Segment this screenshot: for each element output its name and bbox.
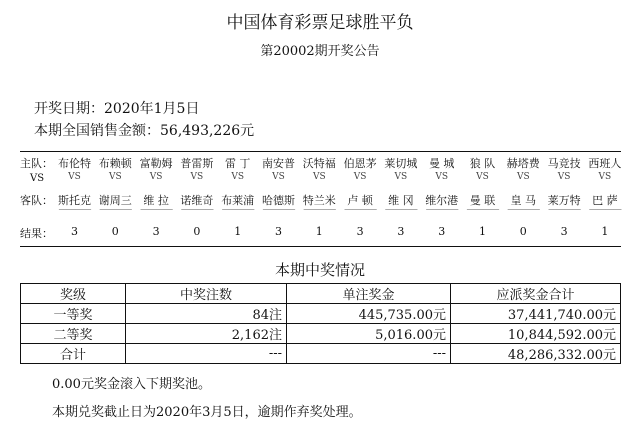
match-column bbox=[341, 152, 380, 246]
match-separator: ———— bbox=[588, 205, 621, 215]
match-vs-label: VS bbox=[394, 172, 408, 182]
match-result: 1 bbox=[479, 225, 486, 238]
match-away-team: 谢周三 bbox=[98, 194, 132, 207]
match-separator: ———— bbox=[140, 205, 173, 215]
prize-unit: --- bbox=[287, 344, 451, 364]
match-result: 1 bbox=[315, 225, 323, 238]
deadline-note: 本期兑奖截止日为2020年3月5日，逾期作弃奖处理。 bbox=[52, 405, 362, 420]
match-away-team: 哈德斯 bbox=[262, 194, 295, 207]
prize-header-row bbox=[21, 284, 621, 304]
match-home-team: 赫塔费 bbox=[506, 157, 540, 170]
match-away-team: 诺维奇 bbox=[180, 194, 214, 207]
match-separator: ———— bbox=[99, 205, 132, 215]
sales-amount: 本期全国销售金额：56,493,226元 bbox=[34, 123, 255, 139]
match-column bbox=[300, 152, 339, 246]
match-vs-label: VS bbox=[190, 172, 204, 182]
prize-unit: 445,735.00元 bbox=[287, 304, 451, 324]
match-vs-label: VS bbox=[557, 172, 571, 182]
match-vs-label: VS bbox=[353, 172, 367, 182]
match-column bbox=[137, 152, 176, 246]
match-result: 0 bbox=[519, 225, 527, 238]
prize-row bbox=[21, 344, 621, 364]
match-column bbox=[585, 152, 624, 246]
page-title: 中国体育彩票足球胜平负 bbox=[226, 13, 414, 33]
match-separator: ———— bbox=[425, 205, 458, 215]
match-column bbox=[177, 152, 216, 246]
match-home-team: 伯恩茅 bbox=[343, 157, 377, 170]
header-level: 奖级 bbox=[21, 284, 126, 304]
match-home-team: 马竞技 bbox=[547, 157, 581, 170]
match-separator: ———— bbox=[180, 205, 213, 215]
header-total-prize: 应派奖金合计 bbox=[451, 284, 621, 304]
match-result: 3 bbox=[152, 225, 160, 238]
match-home-team: 沃特福 bbox=[302, 157, 336, 170]
section-title: 本期中奖情况 bbox=[274, 261, 365, 279]
match-result: 1 bbox=[234, 225, 242, 238]
match-separator: ———— bbox=[262, 205, 295, 215]
vs-row-label: VS bbox=[30, 173, 45, 184]
match-column bbox=[504, 152, 543, 246]
prize-row bbox=[21, 304, 621, 324]
result-row-label: 结果： bbox=[20, 227, 53, 240]
prize-level: 一等奖 bbox=[21, 304, 126, 324]
match-vs-label: VS bbox=[516, 172, 530, 182]
match-vs-label: VS bbox=[149, 172, 163, 182]
prize-level: 二等奖 bbox=[21, 324, 126, 344]
match-vs-label: VS bbox=[598, 172, 612, 182]
match-result: 3 bbox=[275, 225, 282, 238]
match-separator: ———— bbox=[466, 205, 499, 215]
prize-unit: 5,016.00元 bbox=[287, 324, 451, 344]
match-separator: ———— bbox=[507, 205, 540, 215]
match-vs-label: VS bbox=[435, 172, 449, 182]
match-home-team: 布赖顿 bbox=[98, 157, 132, 170]
rollover-note: 0.00元奖金滚入下期奖池。 bbox=[52, 377, 211, 392]
match-column bbox=[55, 152, 94, 246]
match-column bbox=[218, 152, 257, 246]
match-vs-label: VS bbox=[68, 172, 81, 182]
match-home-team: 富勒姆 bbox=[139, 157, 173, 170]
header-count: 中奖注数 bbox=[126, 284, 287, 304]
away-row-label: 客队： bbox=[20, 194, 53, 207]
match-result: 1 bbox=[601, 225, 609, 238]
match-home-team: 曼 城 bbox=[428, 157, 455, 170]
match-home-team: 雷 丁 bbox=[224, 157, 251, 170]
match-result: 3 bbox=[560, 225, 568, 238]
header-unit-prize: 单注奖金 bbox=[287, 284, 451, 304]
match-away-team: 曼 联 bbox=[469, 194, 496, 207]
match-result: 3 bbox=[397, 225, 405, 238]
prize-count: 2,162注 bbox=[126, 324, 287, 344]
draw-date: 开奖日期：2020年1月5日 bbox=[34, 101, 200, 117]
match-separator: ———— bbox=[221, 205, 254, 215]
match-result: 0 bbox=[111, 225, 119, 238]
match-separator: ———— bbox=[344, 205, 377, 215]
prize-count: 84注 bbox=[126, 304, 287, 324]
prize-total: 37,441,740.00元 bbox=[451, 304, 621, 324]
match-away-team: 卢 顿 bbox=[347, 194, 373, 207]
match-column bbox=[381, 152, 420, 246]
match-away-team: 巴 萨 bbox=[592, 194, 618, 207]
prize-total: 10,844,592.00元 bbox=[451, 324, 621, 344]
home-row-label: 主队： bbox=[20, 157, 53, 170]
match-column bbox=[463, 152, 502, 246]
match-separator: ———— bbox=[58, 205, 91, 215]
match-table bbox=[20, 151, 621, 247]
match-column bbox=[96, 152, 135, 246]
match-vs-label: VS bbox=[312, 172, 326, 182]
prize-count: --- bbox=[126, 344, 287, 364]
prize-row bbox=[21, 324, 621, 344]
match-away-team: 维 拉 bbox=[143, 194, 169, 207]
match-away-team: 皇 马 bbox=[510, 194, 537, 207]
match-result: 0 bbox=[193, 225, 201, 238]
match-separator: ———— bbox=[384, 205, 417, 215]
match-result: 3 bbox=[438, 225, 446, 238]
match-vs-label: VS bbox=[231, 172, 245, 182]
match-home-team: 莱切城 bbox=[384, 157, 418, 170]
match-away-team: 特兰米 bbox=[302, 194, 336, 207]
match-column bbox=[545, 152, 584, 246]
prize-total: 48,286,332.00元 bbox=[451, 344, 621, 364]
match-away-team: 布莱浦 bbox=[221, 194, 255, 207]
match-result: 3 bbox=[71, 225, 78, 238]
match-away-team: 维 冈 bbox=[388, 194, 414, 207]
match-away-team: 斯托克 bbox=[58, 194, 91, 207]
match-vs-label: VS bbox=[476, 172, 489, 182]
match-home-team: 南安普 bbox=[262, 157, 295, 170]
match-result: 3 bbox=[356, 225, 364, 238]
prize-level: 合计 bbox=[21, 344, 126, 364]
match-column bbox=[259, 152, 298, 246]
match-vs-label: VS bbox=[108, 172, 122, 182]
prize-table bbox=[20, 283, 621, 364]
match-home-team: 普雷斯 bbox=[180, 157, 214, 170]
match-separator: ———— bbox=[303, 205, 336, 215]
match-away-team: 莱万特 bbox=[547, 194, 581, 207]
match-vs-label: VS bbox=[272, 172, 285, 182]
match-home-team: 布伦特 bbox=[58, 157, 91, 170]
match-home-team: 狼 队 bbox=[469, 157, 496, 170]
draw-number: 第20002期开奖公告 bbox=[260, 44, 380, 59]
match-home-team: 西班人 bbox=[588, 157, 622, 170]
match-column bbox=[422, 152, 461, 246]
match-away-team: 维尔港 bbox=[425, 194, 459, 207]
match-separator: ———— bbox=[548, 205, 581, 215]
